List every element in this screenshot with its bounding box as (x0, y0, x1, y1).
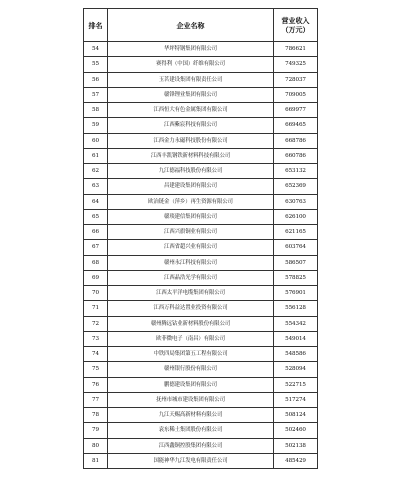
table-row (84, 179, 318, 194)
company-name-cell: 华坪特钢集团有限公司 (108, 42, 274, 57)
company-name-cell: 赛得利（中国）纤维有限公司 (108, 57, 274, 72)
table-row (84, 103, 318, 118)
table-row (84, 255, 318, 270)
company-name-cell: 江西丰凯钢铁新材料科技有限公司 (108, 148, 274, 163)
rank-cell: 64 (84, 194, 108, 209)
header-revenue (274, 9, 318, 42)
table-header-row (84, 9, 318, 42)
company-name-cell: 江西省超兴业有限公司 (108, 240, 274, 255)
company-name-cell: 玉茗建设集团有限责任公司 (108, 72, 274, 87)
rank-cell: 62 (84, 164, 108, 179)
rank-cell: 59 (84, 118, 108, 133)
rank-cell: 71 (84, 301, 108, 316)
rank-cell: 68 (84, 255, 108, 270)
rank-cell: 77 (84, 392, 108, 407)
table-row (84, 133, 318, 148)
rank-cell: 66 (84, 225, 108, 240)
rank-cell: 55 (84, 57, 108, 72)
company-name-cell: 九江德福科技股份有限公司 (108, 164, 274, 179)
table-row (84, 240, 318, 255)
table-body (84, 42, 318, 469)
company-name-cell: 江西恒大有色金属集团有限公司 (108, 103, 274, 118)
table-row (84, 331, 318, 346)
rank-cell: 61 (84, 148, 108, 163)
table-row (84, 286, 318, 301)
revenue-cell: 586507 (274, 255, 318, 270)
company-name-cell: 江西金力永磁科技股份有限公司 (108, 133, 274, 148)
rank-cell: 72 (84, 316, 108, 331)
rank-cell: 58 (84, 103, 108, 118)
header-company-name: 企业名称 (108, 9, 274, 42)
table-row (84, 362, 318, 377)
table-row (84, 453, 318, 468)
rank-cell: 54 (84, 42, 108, 57)
table-row (84, 225, 318, 240)
company-name-cell: 国能神华九江发电有限责任公司 (108, 453, 274, 468)
ranking-table (83, 8, 318, 469)
rank-cell: 73 (84, 331, 108, 346)
company-name-cell: 赣琰建信集团有限公司 (108, 209, 274, 224)
revenue-cell: 728037 (274, 72, 318, 87)
revenue-cell: 653132 (274, 164, 318, 179)
revenue-cell: 485429 (274, 453, 318, 468)
revenue-cell: 548586 (274, 347, 318, 362)
company-name-cell: 中铁四局集团第五工程有限公司 (108, 347, 274, 362)
table-row (84, 377, 318, 392)
company-name-cell: 赣州腾远钴业新材料股份有限公司 (108, 316, 274, 331)
table-row (84, 72, 318, 87)
company-name-cell: 九江天赐高新材料有限公司 (108, 408, 274, 423)
table-row (84, 87, 318, 102)
revenue-cell: 709005 (274, 87, 318, 102)
rank-cell: 78 (84, 408, 108, 423)
company-name-cell: 江西太平洋电缆集团有限公司 (108, 286, 274, 301)
rank-cell: 63 (84, 179, 108, 194)
table-row (84, 270, 318, 285)
company-name-cell: 袁东稀土集团股份有限公司 (108, 423, 274, 438)
table-row (84, 118, 318, 133)
revenue-cell: 549014 (274, 331, 318, 346)
header-revenue-line1: 营业收入 (281, 16, 310, 25)
table-row (84, 209, 318, 224)
revenue-cell: 786621 (274, 42, 318, 57)
header-revenue-line2: （万元） (281, 25, 310, 34)
rank-cell: 67 (84, 240, 108, 255)
revenue-cell: 630763 (274, 194, 318, 209)
rank-cell: 70 (84, 286, 108, 301)
table-row (84, 423, 318, 438)
table-row (84, 316, 318, 331)
revenue-cell: 576901 (274, 286, 318, 301)
revenue-cell: 660786 (274, 148, 318, 163)
company-name-cell: 欧冶链金（萍乡）再生资源有限公司 (108, 194, 274, 209)
rank-cell: 81 (84, 453, 108, 468)
revenue-cell: 556128 (274, 301, 318, 316)
company-name-cell: 江西紫宸科技有限公司 (108, 118, 274, 133)
company-name-cell: 赣州银行股份有限公司 (108, 362, 274, 377)
rank-cell: 75 (84, 362, 108, 377)
header-rank: 排名 (84, 9, 108, 42)
revenue-cell: 749325 (274, 57, 318, 72)
table-row (84, 408, 318, 423)
company-name-cell: 欧菲微电子（南昌）有限公司 (108, 331, 274, 346)
table-row (84, 42, 318, 57)
revenue-cell: 554342 (274, 316, 318, 331)
rank-cell: 76 (84, 377, 108, 392)
table-row (84, 57, 318, 72)
company-name-cell: 江西晶浩光学有限公司 (108, 270, 274, 285)
company-name-cell: 江西万科益达置业投资有限公司 (108, 301, 274, 316)
revenue-cell: 528094 (274, 362, 318, 377)
table-row (84, 194, 318, 209)
revenue-cell: 502460 (274, 423, 318, 438)
revenue-cell: 502138 (274, 438, 318, 453)
rank-cell: 57 (84, 87, 108, 102)
company-name-cell: 江西鑫铜控股集团有限公司 (108, 438, 274, 453)
revenue-cell: 603764 (274, 240, 318, 255)
company-name-cell: 昌建建设集团有限公司 (108, 179, 274, 194)
company-name-cell: 鹏德建设集团有限公司 (108, 377, 274, 392)
table-row (84, 301, 318, 316)
revenue-cell: 669977 (274, 103, 318, 118)
revenue-cell: 621165 (274, 225, 318, 240)
table-row (84, 164, 318, 179)
revenue-cell: 626100 (274, 209, 318, 224)
rank-cell: 74 (84, 347, 108, 362)
rank-cell: 79 (84, 423, 108, 438)
table-row (84, 392, 318, 407)
revenue-cell: 517274 (274, 392, 318, 407)
revenue-cell: 669465 (274, 118, 318, 133)
table-row (84, 347, 318, 362)
company-name-cell: 江西兴旗铜业有限公司 (108, 225, 274, 240)
revenue-cell: 578825 (274, 270, 318, 285)
revenue-cell: 508124 (274, 408, 318, 423)
company-name-cell: 赣州永江科技有限公司 (108, 255, 274, 270)
revenue-cell: 522715 (274, 377, 318, 392)
company-name-cell: 抚州市城市建设集团有限公司 (108, 392, 274, 407)
rank-cell: 65 (84, 209, 108, 224)
table-row (84, 438, 318, 453)
rank-cell: 56 (84, 72, 108, 87)
table-row (84, 148, 318, 163)
rank-cell: 69 (84, 270, 108, 285)
rank-cell: 80 (84, 438, 108, 453)
company-name-cell: 赣锋锂业集团有限公司 (108, 87, 274, 102)
revenue-cell: 652369 (274, 179, 318, 194)
rank-cell: 60 (84, 133, 108, 148)
revenue-cell: 668786 (274, 133, 318, 148)
